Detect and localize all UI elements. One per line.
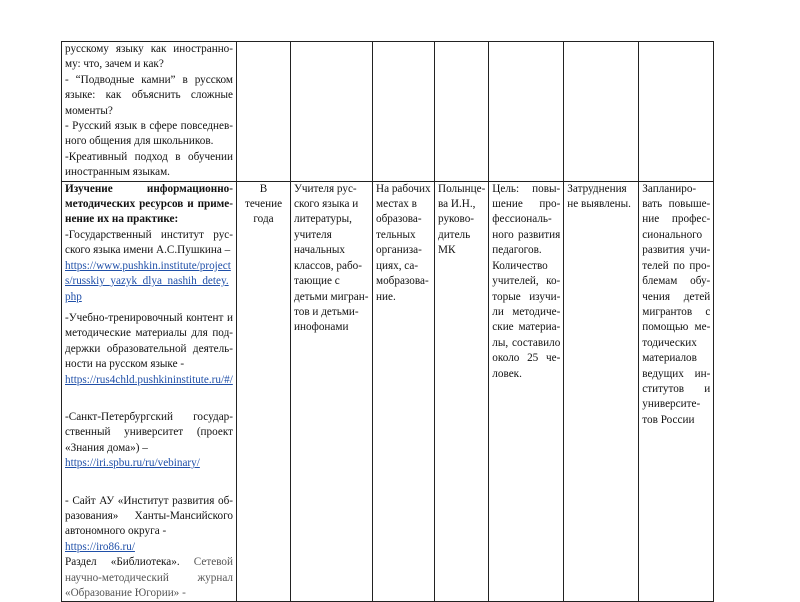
resource-text: -Санкт-Петербургский государ-ственный университет (проект «Знания дома») –	[65, 410, 233, 454]
topic-line: - “Подводные камни” в русском языке: как объяснить сложные моменты?	[65, 73, 233, 117]
topic-line: -Креативный подход в обучении иностранным языкам.	[65, 150, 233, 179]
plans-cell: Запланиро-вать повыше-ние профес-сионального развития учи-телей по про-блемам обу-чения детей мигрантов с помощью ме-тодических материалов ведущих ин-ститутов и университе-тов России	[639, 181, 714, 602]
resource-text: -Учебно-тренировочный контент и методические материалы для под-держки образовательной деятель-ности на русском языке -	[65, 311, 233, 371]
empty-cell	[435, 42, 489, 182]
activity-heading: Изучение информационно-методических ресурсов и приме-нение их на практике:	[65, 182, 233, 226]
resource-link[interactable]: https://rus4chld.pushkininstitute.ru/#/	[65, 373, 233, 386]
responsible-cell: Полынце-ва И.Н., руково-дитель МК	[435, 181, 489, 602]
empty-cell	[639, 42, 714, 182]
activity-cell	[62, 181, 237, 602]
place-cell: На рабочих местах в образова-тельных организа-циях, са-мобразова-ние.	[373, 181, 435, 602]
empty-cell	[489, 42, 564, 182]
resource-text: - Сайт АУ «Институт развития об-разования» Ханты-Мансийского автономного округа -	[65, 494, 233, 538]
empty-cell	[291, 42, 373, 182]
participants-cell: Учителя рус-ского языка и литературы, учителя начальных классов, рабо-тающие с детьми мигран-тов и детьми-инофонами	[291, 181, 373, 602]
journal-text: Сетевой научно-методический журнал «Образование Югории» -	[65, 556, 233, 599]
resource-text: -Государственный институт рус-ского языка имени А.С.Пушкина –	[65, 228, 233, 257]
topics-cell	[62, 42, 237, 182]
empty-cell	[237, 42, 291, 182]
difficulties-cell: Затруднения не выявлены.	[564, 181, 639, 602]
empty-cell	[564, 42, 639, 182]
period-cell: В течение года	[237, 181, 291, 602]
table-row	[62, 42, 714, 182]
topic-line: - Русский язык в сфере повседнев-ного общения для школьников.	[65, 120, 233, 148]
library-text: Раздел «Библиотека». Сетевой научно-методический журнал «Образование Югории» -	[65, 556, 233, 599]
report-table	[61, 41, 714, 602]
topic-line: русскому языку как иностранно-му: что, зачем и как?	[65, 43, 233, 71]
table-row	[62, 181, 714, 602]
result-cell: Цель: повы-шение про-фессиональ-ного развития педагогов. Количество учителей, ко-торые изучи-ли методиче-ские материа-лы, составило около 25 че-ловек.	[489, 181, 564, 602]
resource-link[interactable]: https://iri.spbu.ru/ru/vebinary/	[65, 457, 200, 470]
resource-link[interactable]: https://iro86.ru/	[65, 540, 135, 553]
empty-cell	[373, 42, 435, 182]
resource-link[interactable]: https://www.pushkin.institute/projects/russkiy_yazyk_dlya_nashih_detey.php	[65, 259, 231, 303]
